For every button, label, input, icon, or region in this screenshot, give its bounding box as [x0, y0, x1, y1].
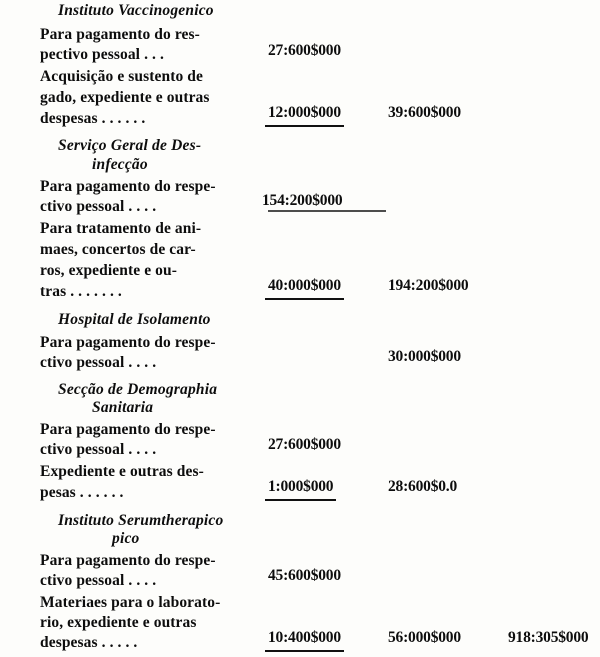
line-label: rio, expediente e outras: [40, 614, 197, 631]
section-heading: Secção de Demographia: [58, 381, 218, 398]
line-label: ctivo pessoal . . . .: [40, 354, 157, 371]
amount-partial: 10:400$000: [268, 629, 341, 646]
line-label: Para pagamento do res-: [40, 26, 200, 43]
section-heading: Serviço Geral de Des-: [58, 137, 202, 154]
line-label: ctivo pessoal . . . .: [40, 441, 157, 458]
amount-subtotal: 28:600$0.0: [388, 478, 458, 495]
section-heading: Instituto Vaccinogenico: [58, 2, 214, 19]
line-label: Para pagamento do respe-: [40, 334, 216, 351]
line-label: ctivo pessoal . . . .: [40, 198, 157, 215]
amount-subtotal: 194:200$000: [388, 277, 469, 294]
line-label: Expediente e outras des-: [40, 463, 204, 480]
amount-partial: 45:600$000: [268, 567, 341, 584]
line-label: Para pagamento do respe-: [40, 552, 216, 569]
line-label: despesas . . . . . .: [40, 110, 146, 127]
amount-partial: 27:600$000: [268, 42, 341, 59]
line-label: tras . . . . . . .: [40, 283, 122, 300]
amount-partial: 40:000$000: [268, 277, 341, 294]
amount-subtotal: 30:000$000: [388, 348, 461, 365]
section-heading: Instituto Serumtherapico: [58, 512, 224, 529]
line-label: ctivo pessoal . . . .: [40, 572, 157, 589]
section-heading-cont: infecção: [92, 156, 148, 173]
line-label: pesas . . . . . .: [40, 484, 124, 501]
line-label: ros, expediente e ou-: [40, 262, 177, 279]
line-label: Acquisição e sustento de: [40, 68, 204, 85]
section-heading-cont: Sanitaria: [92, 399, 154, 416]
line-label: pectivo pessoal . . .: [40, 46, 164, 63]
line-label: despesas . . . . .: [40, 634, 138, 651]
line-label: Para tratamento de ani-: [40, 220, 202, 237]
line-label: maes, concertos de car-: [40, 241, 196, 258]
amount-subtotal: 56:000$000: [388, 629, 461, 646]
amount-partial: 1:000$000: [268, 478, 334, 495]
amount-partial: 27:600$000: [268, 436, 341, 453]
section-heading-cont: pico: [112, 530, 140, 547]
amount-partial: 154:200$000: [262, 192, 343, 209]
line-label: Materiaes para o laborato-: [40, 594, 221, 611]
section-heading: Hospital de Isolamento: [58, 311, 211, 328]
line-label: gado, expediente e outras: [40, 89, 210, 106]
line-label: Para pagamento do respe-: [40, 178, 216, 195]
amount-partial: 12:000$000: [268, 104, 341, 121]
amount-subtotal: 39:600$000: [388, 104, 461, 121]
amount-grand-total: 918:305$000: [508, 629, 589, 646]
ink-smudge: [268, 210, 386, 212]
line-label: Para pagamento do respe-: [40, 421, 216, 438]
